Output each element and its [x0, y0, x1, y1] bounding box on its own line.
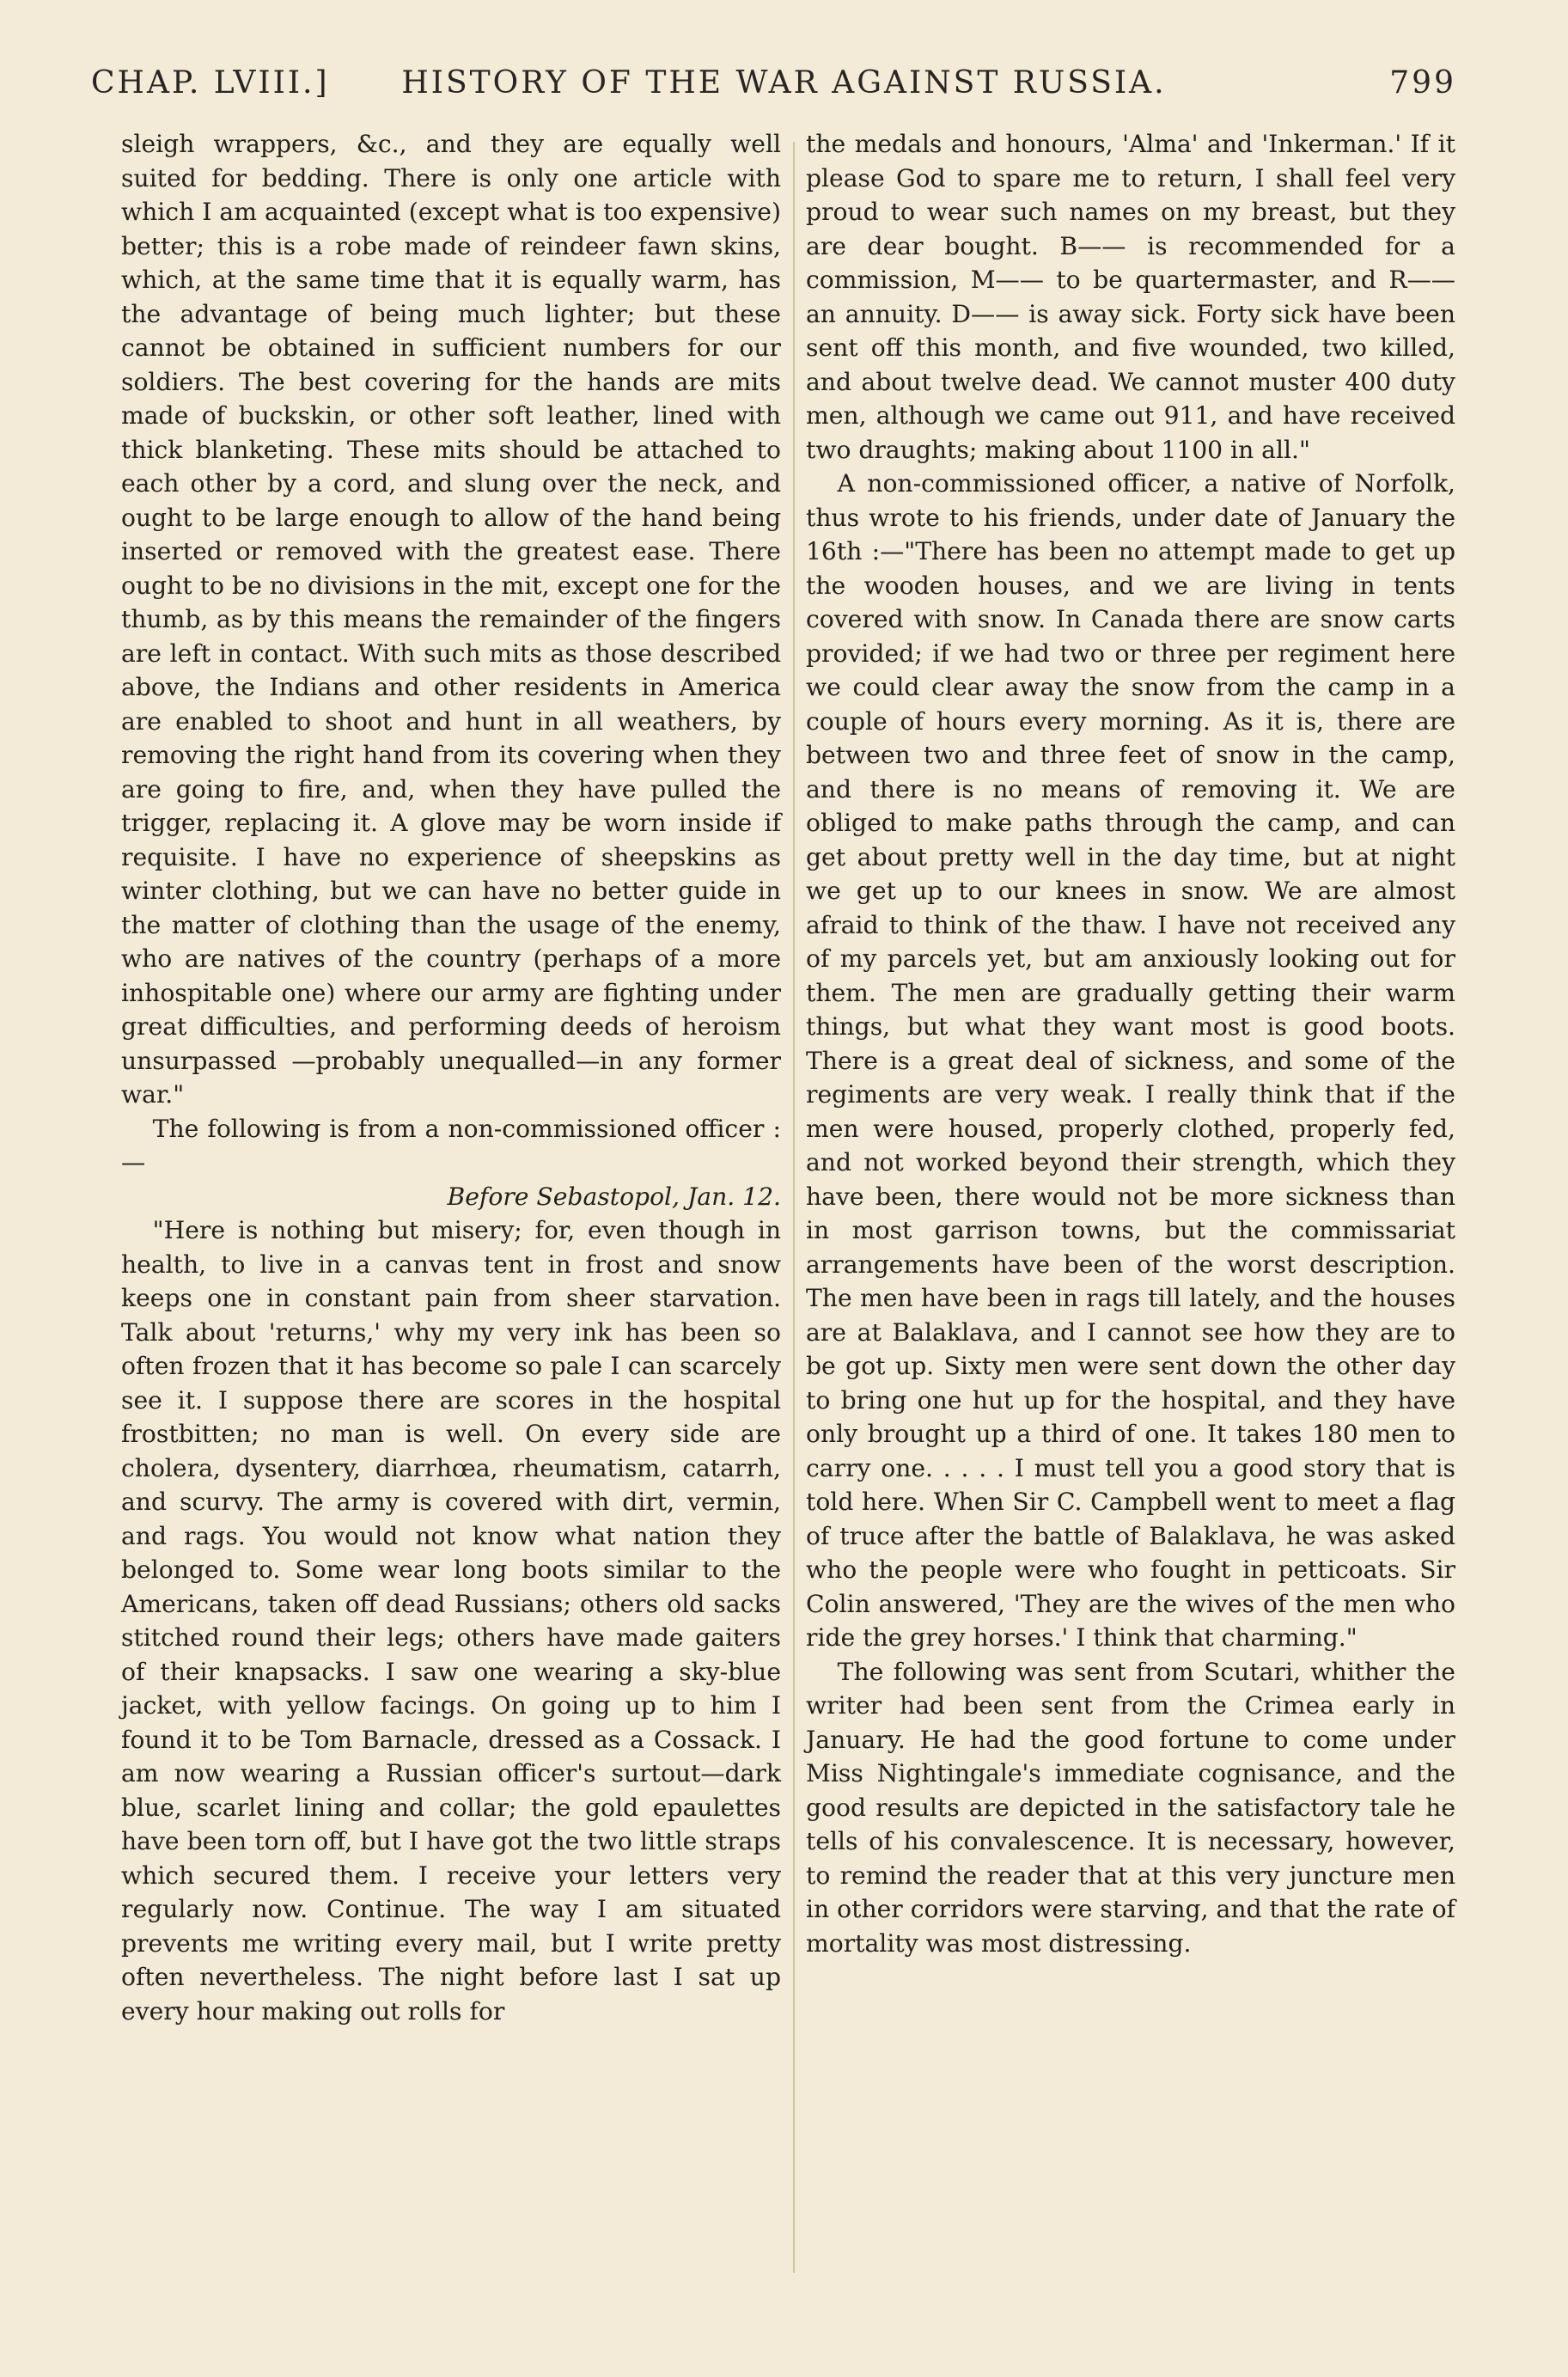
paragraph: A non-commissioned officer, a native of Norfolk, thus wrote to his friends, under date of January the 16th :—"There has been no attempt made to get up the wooden houses, and we are living in tents covered with snow. In Canada there are snow carts provided; if we had two or three per regiment here we could clear away the snow from the camp in a couple of hours every morning. As it is, there are between two and three feet of snow in the camp, and there is no means of removing it. We are obliged to make paths through the camp, and can get about pretty well in the day time, but at night we get up to our knees in snow. We are almost afraid to think of the thaw. I have not received any of my parcels yet, but am anxiously looking out for them. The men are gradually getting their warm things, but what they want most is good boots. There is a great deal of sickness, and some of the regiments are very weak. I really think that if the men were housed, properly clothed, properly fed, and not worked beyond their strength, which they have been, there would not be more sickness than in most garrison towns, but the commissariat arrangements have been of the worst description. The men have been in rags till lately, and the houses are at Balaklava, and I cannot see how they are to be got up. Sixty men were sent down the other day to bring one hut up for the hospital, and they have only brought up a third of one. It takes 180 men to carry one. . . . . I must tell you a good story that is told here. When Sir C. Campbell went to meet a flag of truce after the battle of Balaklava, he was asked who the people were who fought in petticoats. Sir Colin answered, 'They are the wives of the men who ride the grey horses.' I think that charming." — [806, 469, 1455, 1652]
paragraph: sleigh wrappers, &c., and they are equally well suited for bedding. There is only one article with which I am acquainted (except what is too expensive) better; this is a robe made of reindeer fawn skins, which, at the same time that it is equally warm, has the advantage of being much lighter; but these cannot be obtained in sufficient numbers for our soldiers. The best covering for the hands are mits made of buckskin, or other soft leather, lined with thick blanketing. These mits should be attached to each other by a cord, and slung over the neck, and ought to be large enough to allow of the hand being inserted or removed with the greatest ease. There ought to be no divisions in the mit, except one for the thumb, as by this means the remainder of the fingers are left in contact. With such mits as those described above, the Indians and other residents in America are enabled to shoot and hunt in all weathers, by removing the right hand from its covering when they are going to fire, and, when they have pulled the trigger, replacing it. A glove may be worn inside if requisite. I have no experience of sheepskins as winter clothing, but we can have no better guide in the matter of clothing than the usage of the enemy, who are natives of the country (perhaps of a more inhospitable one) where our army are fighting under great difficulties, and performing deeds of heroism unsurpassed —probably unequalled—in any former war." — [121, 130, 781, 1109]
paragraph: the medals and honours, 'Alma' and 'Inkerman.' If it please God to spare me to return, I shall feel very proud to wear such names on my breast, but they are dear bought. B—— is recommended for a commission, M—— to be quartermaster, and R—— an annuity. D—— is away sick. Forty sick have been sent off this month, and five wounded, two killed, and about twelve dead. We cannot muster 400 duty men, although we came out 911, and have received two draughts; making about 1100 in all." — [806, 130, 1455, 464]
running-title: HISTORY OF THE WAR AGAINST RUSSIA. — [401, 65, 1167, 101]
letter-dateline: Before Sebastopol, Jan. 12. — [447, 1182, 781, 1211]
column-divider — [793, 142, 795, 2273]
chapter-label: CHAP. LVIII.] — [91, 65, 330, 101]
paragraph: "Here is nothing but misery; for, even though in health, to live in a canvas tent in frost and snow keeps one in constant pain from sheer starvation. Talk about 'returns,' why my very ink has been so often frozen that it has become so pale I can scarcely see it. I suppose there are scores in the hospital frostbitten; no man is well. On every side are cholera, dysentery, diarrhœa, rheumatism, catarrh, and scurvy. The army is covered with dirt, vermin, and rags. You would not know what nation they belonged to. Some wear long boots similar to the Americans, taken off dead Russians; others old sacks stitched round their legs; others have made gaiters of their knapsacks. I saw one wearing a sky-blue jacket, with yellow facings. On going up to him I found it to be Tom Barnacle, dressed as a Cossack. I am now wearing a Russian officer's surtout—dark blue, scarlet lining and collar; the gold epaulettes have been torn off, but I have got the two little straps which secured them. I receive your letters very regularly now. Continue. The way I am situated prevents me writing every mail, but I write pretty often nevertheless. The night before last I sat up every hour making out rolls for — [121, 1216, 781, 2026]
paragraph: The following was sent from Scutari, whither the writer had been sent from the Crimea early in January. He had the good fortune to come under Miss Nightingale's immediate cognisance, and the good results are depicted in the satisfactory tale he tells of his convalescence. It is necessary, however, to remind the reader that at this very juncture men in other corridors were starving, and that the rate of mortality was most distressing. — [806, 1657, 1455, 1958]
paragraph: The following is from a non-commissioned officer :— — [121, 1114, 781, 1176]
right-column — [806, 127, 1455, 1960]
page-number: 799 — [1389, 65, 1456, 101]
running-header — [0, 65, 1568, 108]
left-column — [121, 127, 781, 2028]
